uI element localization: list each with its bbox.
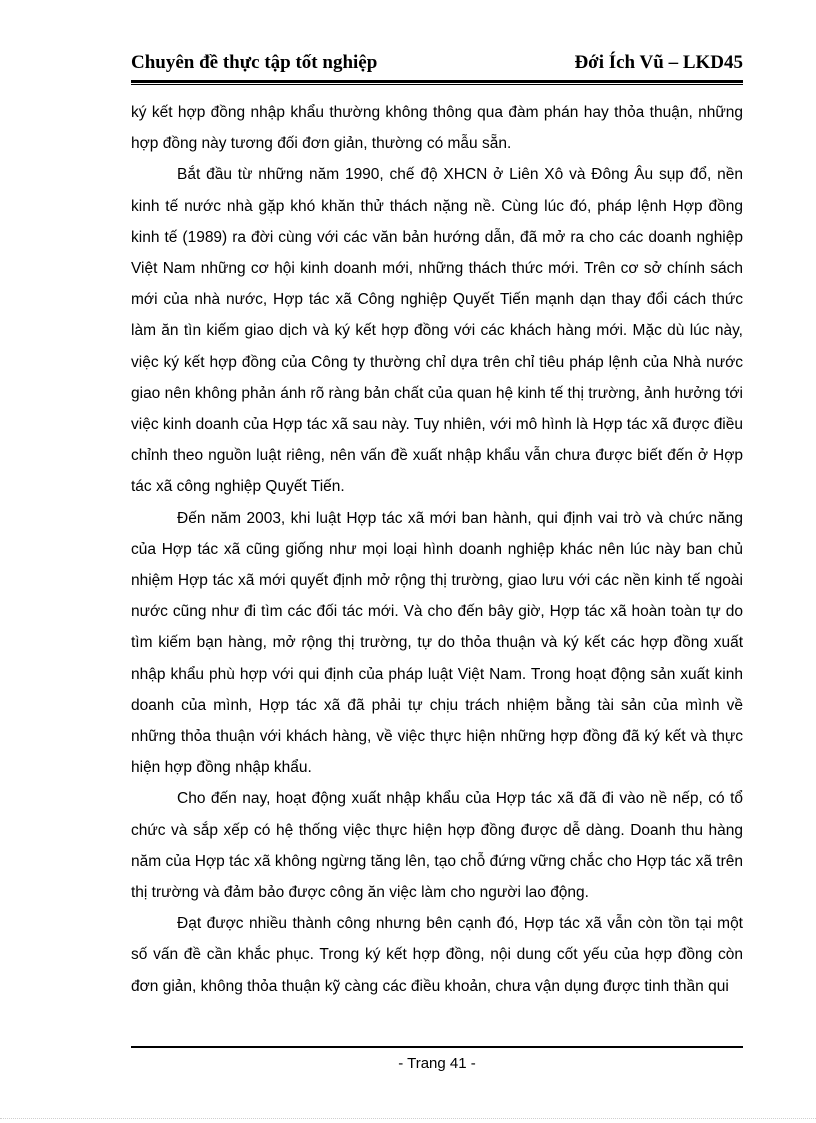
paragraph: Bắt đầu từ những năm 1990, chế độ XHCN ở Liên Xô và Đông Âu sụp đổ, nền kinh tế nước nhà gặp khó khăn thử thách nặng nề. Cùng lúc đó, pháp lệnh Hợp đồng kinh tế (1989) ra đời cùng với các văn bản hướng dẫn, đã mở ra cho các doanh nghiệp Việt Nam những cơ hội kinh doanh mới, những thách thức mới. Trên cơ sở chính sách mới của nhà nước, Hợp tác xã Công nghiệp Quyết Tiến mạnh dạn thay đổi cách thức làm ăn tìn kiếm giao dịch và ký kết hợp đồng với các khách hàng mới. Mặc dù lúc này, việc ký kết hợp đồng của Công ty thường chỉ dựa trên chỉ tiêu pháp lệnh của Nhà nước giao nên không phản ánh rõ ràng bản chất của quan hệ kinh tế thị trường, ảnh hưởng tới việc kinh doanh của Hợp tác xã sau này. Tuy nhiên, với mô hình là Hợp tác xã được điều chỉnh theo nguồn luật riêng, nên vấn đề xuất nhập khẩu vẫn chưa được biết đến ở Hợp tác xã công nghiệp Quyết Tiến. <box>131 166 743 496</box>
header-divider <box>131 80 743 83</box>
author-label: Đới Ích Vũ – LKD45 <box>574 52 743 73</box>
footer-divider <box>131 1046 743 1048</box>
document-body <box>131 97 743 1002</box>
paragraph: Đến năm 2003, khi luật Hợp tác xã mới ban hành, qui định vai trò và chức năng của Hợp tác xã cũng giống như mọi loại hình doanh nghiệp khác nên lúc này ban chủ nhiệm Hợp tác xã mới quyết định mở rộng thị trường, giao lưu với các nền kinh tế ngoài nước cũng như đi tìm các đối tác mới. Và cho đến bây giờ, Hợp tác xã hoàn toàn tự do tìm kiếm bạn hàng, mở rộng thị trường, tự do thỏa thuận và ký kết các hợp đồng xuất nhập khẩu phù hợp với qui định của pháp luật Việt Nam. Trong hoạt động sản xuất kinh doanh của mình, Hợp tác xã đã phải tự chịu trách nhiệm bằng tài sản của mình về những thỏa thuận với khách hàng, về việc thực hiện những hợp đồng đã ký kết và thực hiện hợp đồng nhập khẩu. <box>131 509 743 777</box>
page-number: - Trang 41 - <box>398 1055 476 1072</box>
header-divider-thin <box>131 84 743 85</box>
paragraph: Cho đến nay, hoạt động xuất nhập khẩu của Hợp tác xã đã đi vào nề nếp, có tổ chức và sắp xếp có hệ thống việc thực hiện hợp đồng được dễ dàng. Doanh thu hàng năm của Hợp tác xã không ngừng tăng lên, tạo chỗ đứng vững chắc cho Hợp tác xã trên thị trường và đảm bảo được công ăn việc làm cho người lao động. <box>131 790 743 902</box>
paragraph: Đạt được nhiều thành công nhưng bên cạnh đó, Hợp tác xã vẫn còn tồn tại một số vấn đề cần khắc phục. Trong ký kết hợp đồng, nội dung cốt yếu của hợp đồng còn đơn giản, không thỏa thuận kỹ càng các điều khoản, chưa vận dụng được tinh thần qui <box>131 915 743 995</box>
page-break-indicator <box>0 1118 816 1119</box>
paragraph: ký kết hợp đồng nhập khẩu thường không thông qua đàm phán hay thỏa thuận, những hợp đồng này tương đối đơn giản, thường có mẫu sẵn. <box>131 104 743 153</box>
page-header <box>131 52 743 78</box>
document-title: Chuyên đề thực tập tốt nghiệp <box>131 52 378 73</box>
